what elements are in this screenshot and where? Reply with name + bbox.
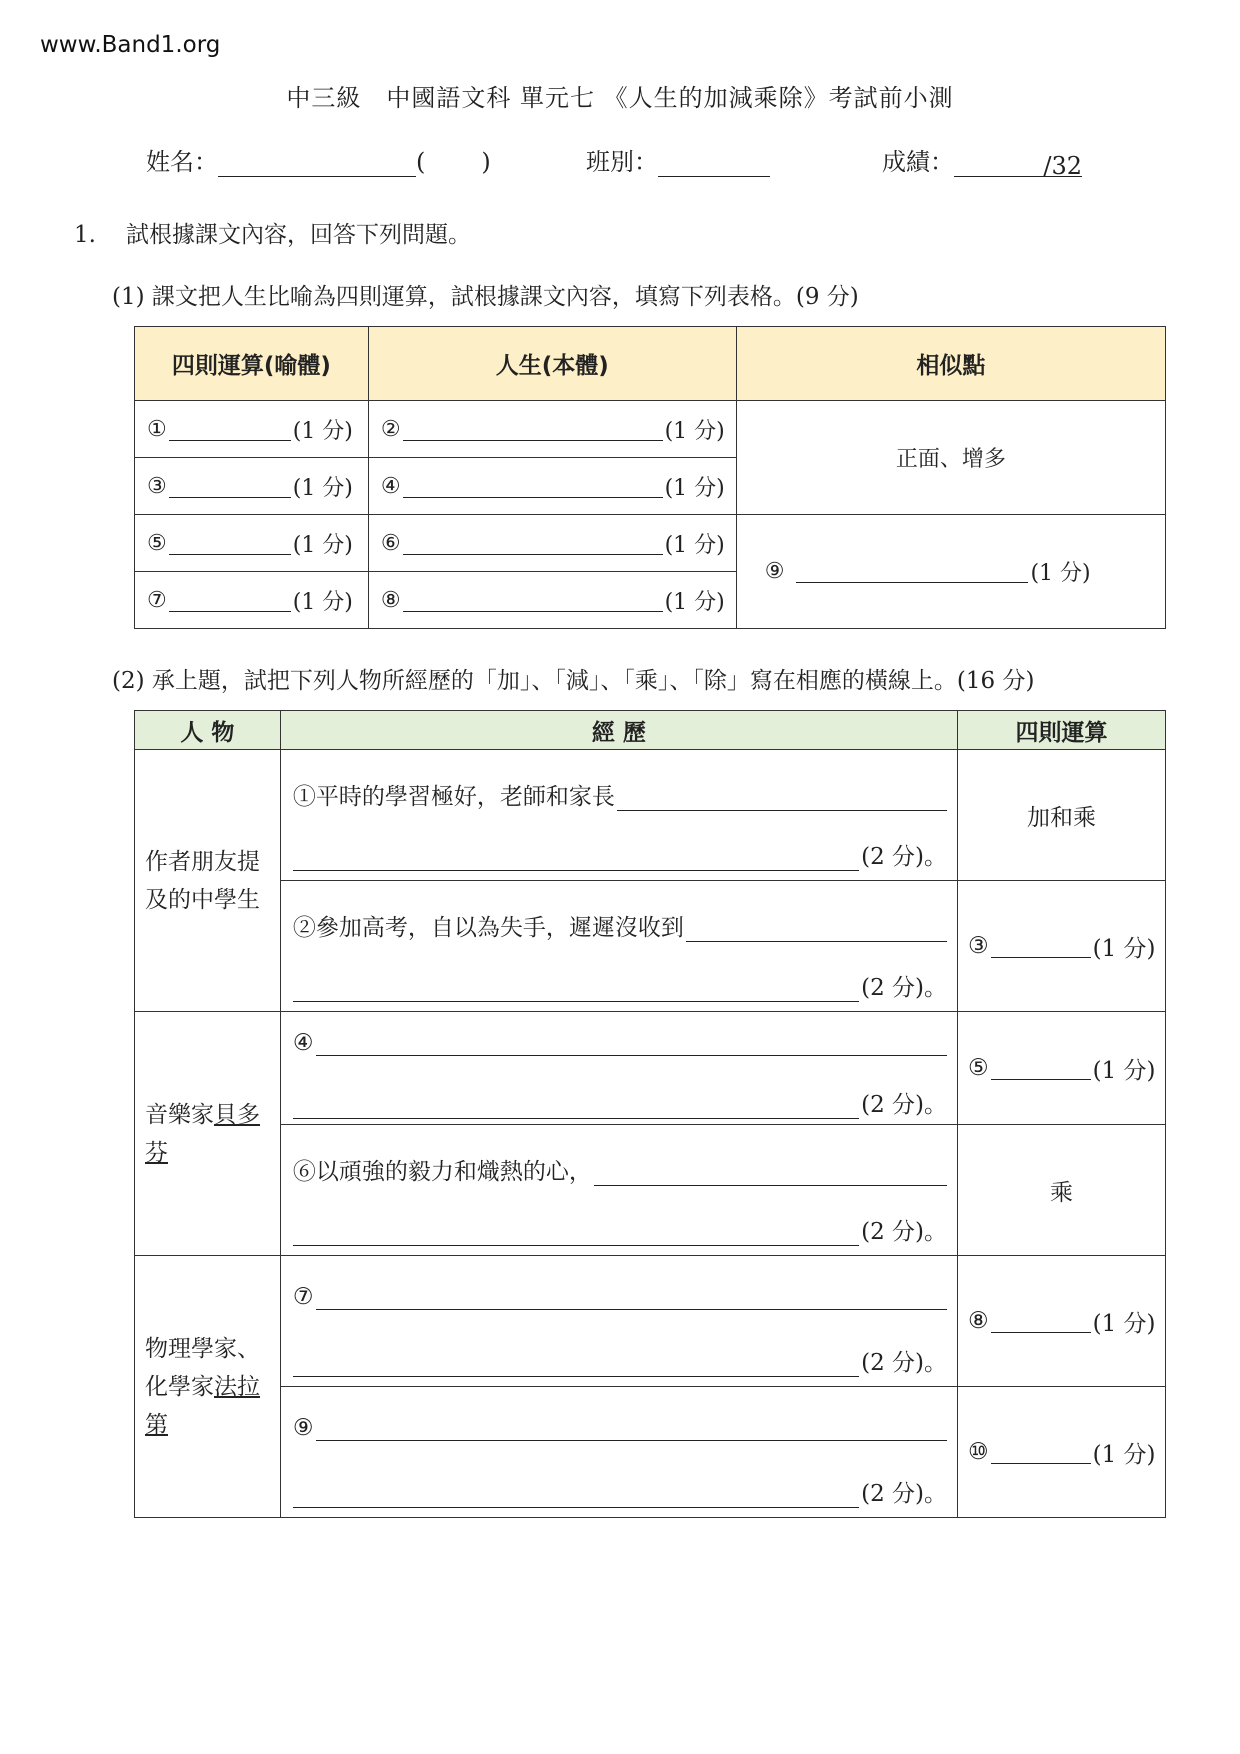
operation-answer: 加和乘 <box>958 750 1166 881</box>
experience-header-row <box>135 711 1166 750</box>
answer-blank[interactable] <box>293 1094 859 1119</box>
answer-blank[interactable] <box>617 786 947 811</box>
table-row <box>135 1125 1166 1256</box>
answer-blank[interactable] <box>316 1416 948 1441</box>
header-operation: 四則運算 <box>958 711 1166 750</box>
score: (1 分) <box>292 589 353 615</box>
score: (2 分)。 <box>861 844 947 870</box>
answer-blank[interactable] <box>594 1161 947 1186</box>
score: (2 分)。 <box>861 975 947 1001</box>
score-total: /32 <box>1043 152 1082 180</box>
marker: ② <box>380 416 401 442</box>
answer-blank[interactable] <box>686 917 947 942</box>
table-row <box>135 750 1166 881</box>
similarity-positive: 正面、增多 <box>736 401 1165 515</box>
score: (2 分)。 <box>861 1219 947 1245</box>
score: (1 分) <box>1092 1441 1156 1468</box>
marker: ③ <box>147 473 167 499</box>
header-operation: 四則運算(喻體) <box>135 327 369 401</box>
score: (1 分) <box>664 475 725 501</box>
operation-answer: 乘 <box>958 1125 1166 1256</box>
answer-blank[interactable] <box>403 418 663 441</box>
header-experience: 經 歷 <box>280 711 957 750</box>
name-label: 姓名： <box>146 148 218 176</box>
score-field-group <box>882 142 1082 180</box>
score: (1 分) <box>292 475 353 501</box>
score: (2 分)。 <box>861 1350 947 1376</box>
person-beethoven: 音樂家貝多芬 <box>135 1012 281 1256</box>
table-row <box>135 1256 1166 1387</box>
marker: ⑩ <box>968 1439 989 1465</box>
score: (1 分) <box>664 418 725 444</box>
person-faraday: 物理學家、化學家法拉第 <box>135 1256 281 1518</box>
marker: ③ <box>968 933 989 959</box>
answer-blank[interactable] <box>169 475 291 498</box>
answer-blank[interactable] <box>293 1221 859 1246</box>
class-label: 班別： <box>586 148 658 176</box>
marker: ⑥ <box>380 530 401 556</box>
answer-blank[interactable] <box>991 1057 1091 1080</box>
answer-blank[interactable] <box>316 1031 948 1056</box>
score: (1 分) <box>664 532 725 558</box>
marker: ⑧ <box>968 1308 989 1334</box>
header-person: 人 物 <box>135 711 281 750</box>
answer-blank[interactable] <box>293 1483 859 1508</box>
score: (1 分) <box>292 532 353 558</box>
marker: ④ <box>380 473 401 499</box>
experience-text: ②參加高考，自以為失手，遲遲沒收到 <box>292 915 684 941</box>
answer-blank[interactable] <box>293 977 859 1002</box>
score: (1 分) <box>1092 935 1156 962</box>
header-life: 人生(本體) <box>368 327 736 401</box>
part-2-prompt: (2) 承上題，試把下列人物所經歷的「加」、「減」、「乘」、「除」寫在相應的橫線上。(16 分) <box>112 668 1035 694</box>
marker: ⑨ <box>764 559 785 584</box>
answer-blank[interactable] <box>991 1441 1091 1464</box>
marker: ⑦ <box>147 587 167 613</box>
score: (2 分)。 <box>861 1092 947 1118</box>
header-similarity: 相似點 <box>736 327 1165 401</box>
table-row <box>135 515 1166 572</box>
answer-blank[interactable] <box>169 589 291 612</box>
score: (1 分) <box>292 418 353 444</box>
score: (1 分) <box>1030 561 1091 586</box>
experience-text: ⑦ <box>292 1284 314 1310</box>
answer-blank[interactable] <box>403 475 663 498</box>
page-title: 中三級 中國語文科 單元七 《人生的加減乘除》考試前小測 <box>286 84 954 112</box>
table-row <box>135 1012 1166 1125</box>
score: (1 分) <box>1092 1310 1156 1337</box>
part-1-prompt: (1) 課文把人生比喻為四則運算，試根據課文內容，填寫下列表格。(9 分) <box>112 284 859 310</box>
experience-text: ⑨ <box>292 1415 314 1441</box>
answer-blank[interactable] <box>991 1310 1091 1333</box>
analogy-table <box>134 326 1166 629</box>
marker: ① <box>147 416 167 442</box>
question-1 <box>74 216 471 249</box>
answer-blank[interactable] <box>796 560 1028 583</box>
class-blank[interactable] <box>658 152 770 177</box>
experience-text: ④ <box>292 1030 314 1056</box>
name-blank[interactable] <box>218 152 416 177</box>
answer-blank[interactable] <box>403 532 663 555</box>
table-row <box>135 881 1166 1012</box>
answer-blank[interactable] <box>991 935 1091 958</box>
question-prompt: 試根據課文內容，回答下列問題。 <box>126 222 471 248</box>
score: (1 分) <box>664 589 725 615</box>
answer-blank[interactable] <box>169 418 291 441</box>
class-field-group <box>586 142 770 177</box>
name-field-group <box>146 142 491 177</box>
marker: ⑤ <box>147 530 167 556</box>
paren-close: ) <box>481 148 491 176</box>
experience-text: ①平時的學習極好，老師和家長 <box>292 784 615 810</box>
experience-table <box>134 710 1166 1518</box>
answer-blank[interactable] <box>169 532 291 555</box>
score-blank[interactable] <box>954 152 1082 180</box>
site-url: www.Band1.org <box>40 32 221 58</box>
answer-blank[interactable] <box>293 846 859 871</box>
marker: ⑤ <box>968 1055 989 1081</box>
person-student: 作者朋友提及的中學生 <box>135 750 281 1012</box>
answer-blank[interactable] <box>403 589 663 612</box>
score: (2 分)。 <box>861 1481 947 1507</box>
experience-text: ⑥以頑強的毅力和熾熱的心， <box>292 1159 592 1185</box>
analogy-header-row <box>135 327 1166 401</box>
answer-blank[interactable] <box>316 1285 948 1310</box>
question-number: 1. <box>74 222 96 248</box>
paren-open: ( <box>416 148 426 176</box>
table-row <box>135 401 1166 458</box>
table-row <box>135 1387 1166 1518</box>
score: (1 分) <box>1092 1057 1156 1084</box>
answer-blank[interactable] <box>293 1352 859 1377</box>
score-label: 成績： <box>882 148 954 176</box>
marker: ⑧ <box>380 587 401 613</box>
